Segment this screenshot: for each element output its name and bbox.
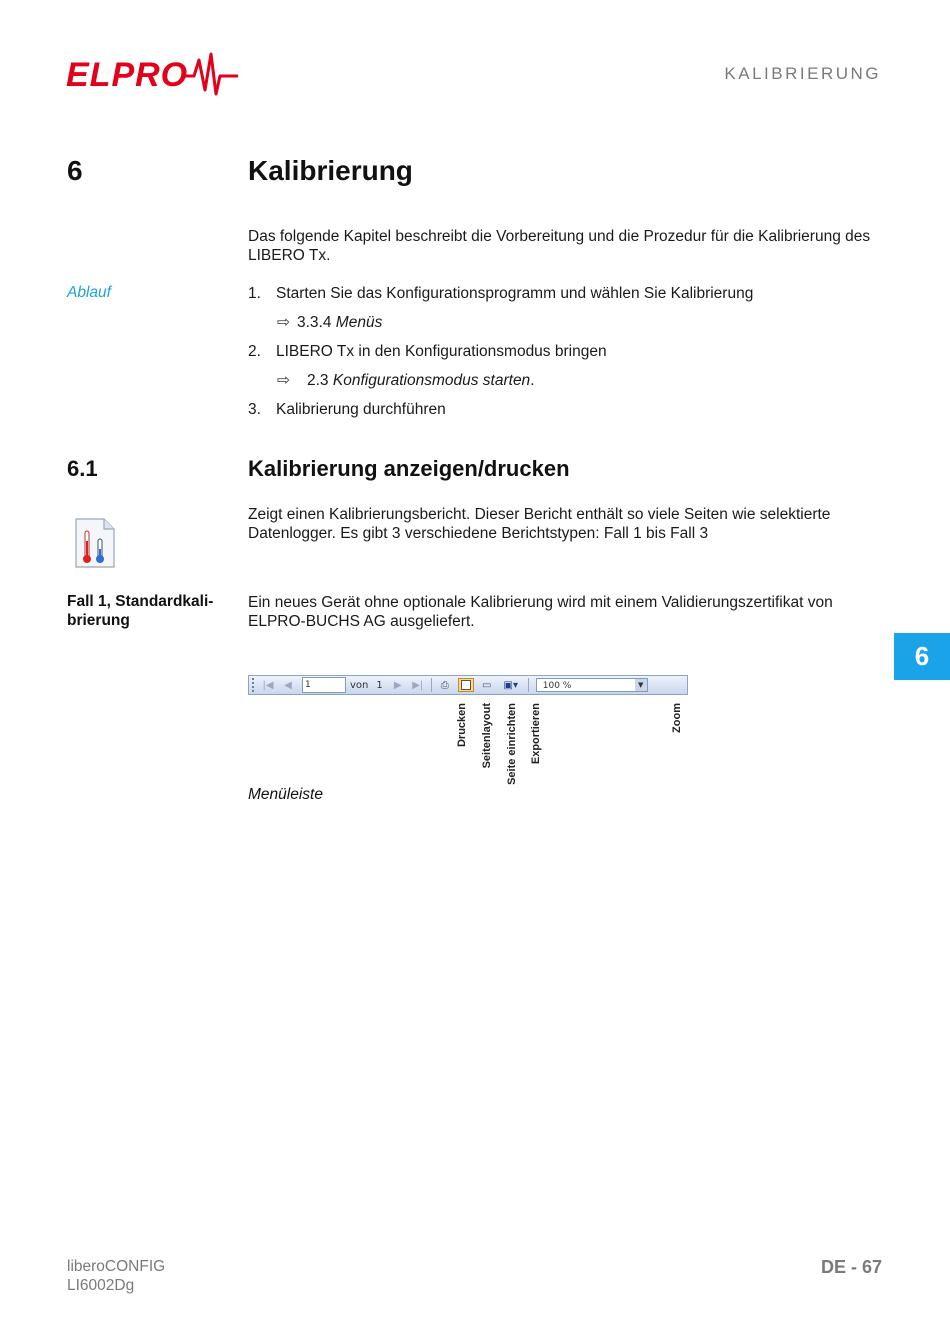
of-label: von xyxy=(350,679,369,691)
chapter-title: Kalibrierung xyxy=(248,155,413,186)
toolbar-separator xyxy=(431,678,432,692)
ref-title: Menüs xyxy=(335,314,383,331)
step-2-reference xyxy=(277,371,535,390)
page-number-input[interactable]: 1 xyxy=(302,677,346,693)
label-exportieren: Exportieren xyxy=(530,703,542,765)
label-seitenlayout: Seitenlayout xyxy=(481,703,493,769)
arrow-right-icon: ⇨ xyxy=(277,372,290,389)
report-toolbar xyxy=(248,675,688,695)
zoom-value: 100 % xyxy=(542,681,572,691)
chapter-number: 6 xyxy=(67,155,83,186)
section-text: Zeigt einen Kalibrierungsbericht. Dieser Bericht enthält so viele Seiten wie selektierte Datenlogger. Es gibt 3 verschiedene Berichtstypen: Fall 1 bis Fall 3 xyxy=(248,506,831,542)
chapter-intro: Das folgende Kapitel beschreibt die Vorbereitung und die Prozedur für die Kalibrierung des LIBERO Tx. xyxy=(248,228,871,264)
total-pages: 1 xyxy=(376,679,383,691)
step-2 xyxy=(248,342,607,361)
footer-product: liberoCONFIG xyxy=(67,1258,166,1275)
step-text: LIBERO Tx in den Konfigurationsmodus bringen xyxy=(276,343,607,360)
ref-number: 3.3.4 xyxy=(297,314,332,331)
label-drucken: Drucken xyxy=(456,703,468,748)
margin-label-ablauf: Ablauf xyxy=(67,284,111,301)
header-section-title: KALIBRIERUNG xyxy=(724,64,881,83)
step-3 xyxy=(248,400,446,419)
toolbar-grip[interactable] xyxy=(252,678,258,692)
zoom-select[interactable] xyxy=(536,678,648,692)
first-page-icon[interactable]: |◀ xyxy=(262,679,274,691)
case-text: Ein neues Gerät ohne optionale Kalibrierung wird mit einem Validierungszertifikat von ELPRO-BUCHS AG ausgeliefert. xyxy=(248,594,833,630)
footer-page-number: DE - 67 xyxy=(820,1257,882,1277)
step-text: Starten Sie das Konfigurationsprogramm und wählen Sie Kalibrierung xyxy=(276,285,754,302)
label-seite-einrichten: Seite einrichten xyxy=(506,703,518,785)
elpro-logo xyxy=(66,50,241,100)
ref-suffix: . xyxy=(530,372,535,389)
calibration-report-icon xyxy=(72,517,118,569)
next-page-icon[interactable]: ▶ xyxy=(393,679,402,691)
print-icon[interactable]: ⎙ xyxy=(440,679,449,691)
footer-left xyxy=(67,1257,165,1295)
step-1 xyxy=(248,284,753,303)
toolbar-separator xyxy=(528,678,529,692)
footer-doc-id: LI6002Dg xyxy=(67,1277,135,1294)
logo-wordmark: ELPRO xyxy=(66,56,189,94)
last-page-icon[interactable]: ▶| xyxy=(412,679,424,691)
section-number: 6.1 xyxy=(67,456,98,481)
export-icon[interactable]: ▣▾ xyxy=(503,679,518,691)
chevron-down-icon[interactable]: ▼ xyxy=(635,679,647,691)
step-number: 3. xyxy=(248,401,261,418)
ref-title: Konfigurationsmodus starten xyxy=(332,372,531,389)
previous-page-icon[interactable]: ◀ xyxy=(284,679,292,691)
case-label: Fall 1, Standardkali-brierung xyxy=(67,593,214,629)
step-number: 1. xyxy=(248,285,261,302)
step-number: 2. xyxy=(248,343,261,360)
page-setup-icon[interactable]: ▭ xyxy=(482,679,492,691)
figure-caption: Menüleiste xyxy=(248,786,323,803)
chapter-side-tab: 6 xyxy=(894,633,950,680)
arrow-right-icon: ⇨ xyxy=(277,314,290,331)
ref-number: 2.3 xyxy=(307,372,329,389)
step-text: Kalibrierung durchführen xyxy=(276,401,446,418)
page-layout-icon[interactable] xyxy=(458,678,474,692)
section-title: Kalibrierung anzeigen/drucken xyxy=(248,456,570,481)
step-1-reference xyxy=(277,313,382,332)
label-zoom: Zoom xyxy=(671,703,683,733)
